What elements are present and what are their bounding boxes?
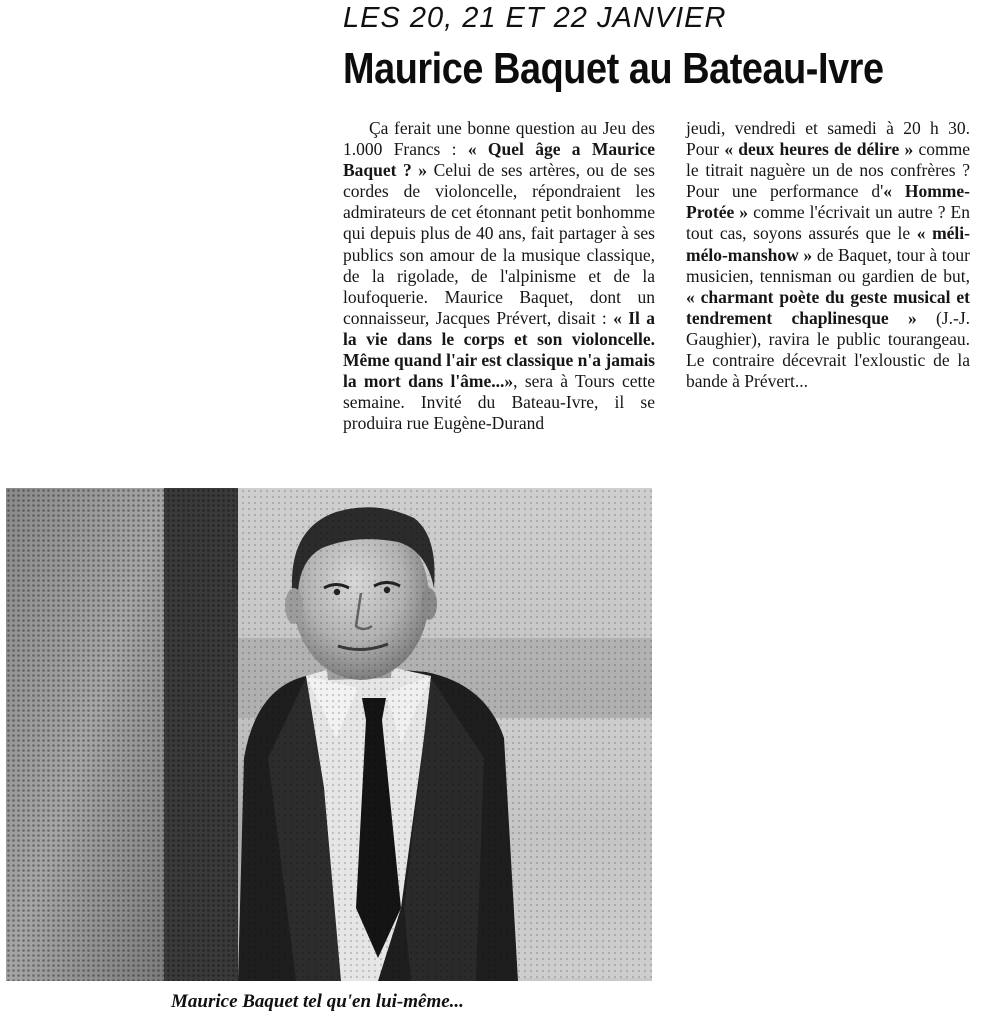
column2-run: « méli-mélo-manshow » <box>686 223 970 265</box>
column-1-paragraph <box>343 118 655 434</box>
column-2-paragraph <box>686 118 970 392</box>
portrait-illustration <box>6 488 652 981</box>
portrait-photo <box>6 488 652 981</box>
column1-run: Celui de ses artères, ou de ses cordes de violoncelle, répondraient les admirateurs de cet étonnant petit bonhomme qui depuis plus de 40 ans, fait partager à ses publics son amour de la musique classique, de la rigolade, de l'alpinisme et de la loufoquerie. Maurice Baquet, dont un connaisseur, Jacques Prévert, disait : <box>343 160 655 328</box>
headline: Maurice Baquet au Bateau-Ivre <box>343 44 884 93</box>
column1-run: Ça ferait une bonne question au Jeu des 1.000 Francs : <box>343 118 655 160</box>
column2-run: jeudi, vendredi et samedi à 20 h 30. Pour <box>686 118 970 160</box>
column2-run: comme le titrait naguère un de nos confrères ? Pour une performance d' <box>686 139 971 202</box>
column2-run: « charmant poète du geste musical et tendrement chaplinesque » <box>686 286 970 328</box>
column1-run: , sera à Tours cette semaine. Invité du Bateau-Ivre, il se produira rue Eugène-Durand <box>343 371 655 434</box>
column1-run: « Il a la vie dans le corps et son violoncelle. Même quand l'air est classique n'a jamais la mort dans l'âme...» <box>343 307 655 392</box>
article-column-1 <box>343 118 655 434</box>
kicker-date-line: LES 20, 21 ET 22 JANVIER <box>343 2 727 34</box>
article-column-2 <box>686 118 970 392</box>
column2-run: « deux heures de délire » <box>724 139 914 160</box>
column2-run: (J.-J. Gaughier), ravira le public tourangeau. Le contraire décevrait l'exloustic de la bande à Prévert... <box>686 307 971 392</box>
column2-run: de Baquet, tour à tour musicien, tennisman ou gardien de but, <box>686 244 970 286</box>
column2-run: « Homme-Protée » <box>686 181 970 223</box>
column1-run: « Quel âge a Maurice Baquet ? » <box>343 139 655 181</box>
photo-caption: Maurice Baquet tel qu'en lui-même... <box>171 991 464 1012</box>
column2-run: comme l'écrivait un autre ? En tout cas, soyons assurés que le <box>686 202 971 244</box>
